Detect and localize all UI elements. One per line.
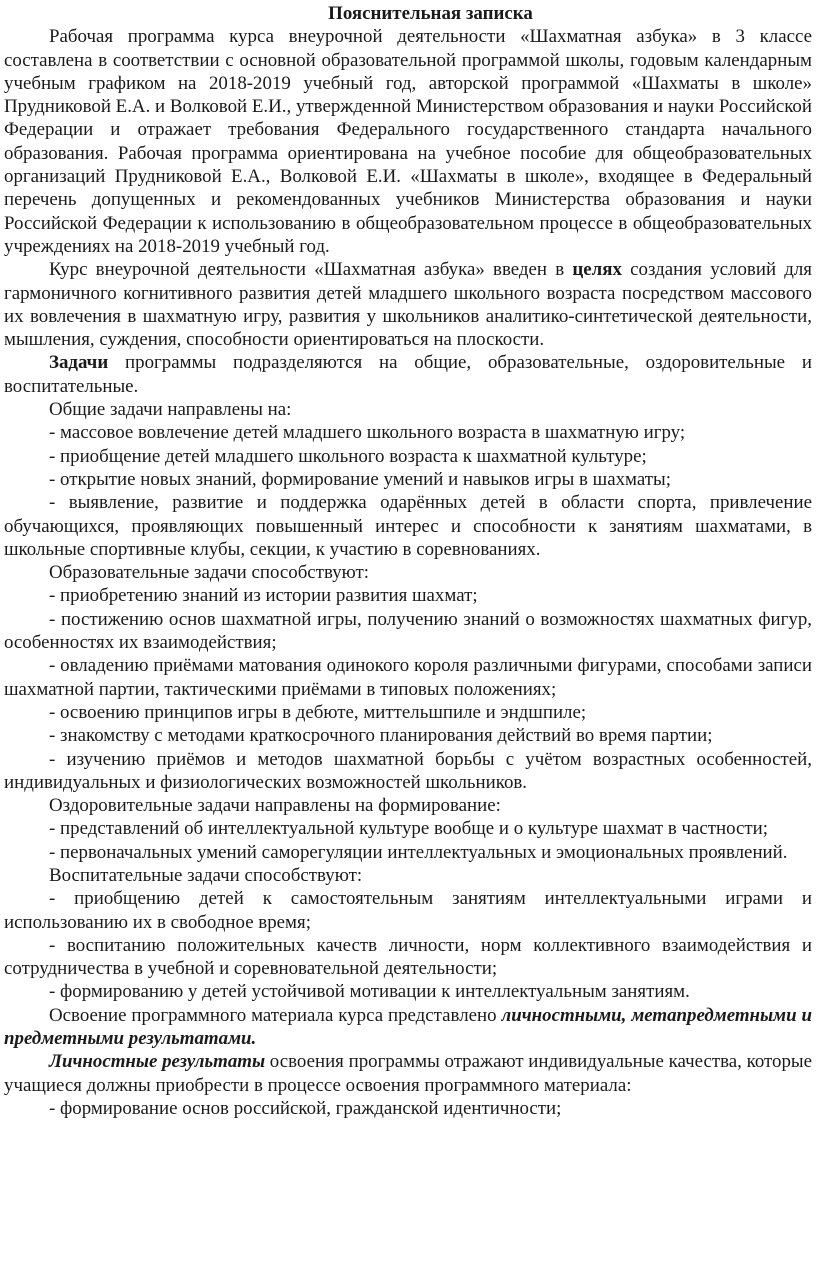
tasks-paragraph	[4, 351, 812, 398]
upbringing-task-item: - приобщению детей к самостоятельным занятиям интеллектуальными играми и использованию их в свободное время;	[4, 888, 812, 933]
upbringing-task-item: - воспитанию положительных качеств личности, норм коллективного взаимодействия и сотрудничества в учебной и соревновательной деятельности;	[4, 934, 812, 980]
intro-paragraph: Рабочая программа курса внеурочной деятельности «Шахматная азбука» в 3 классе составлена в соответствии с основной образовательной программой школы, годовым календарным учебным графиком на 2018-2019 учебный год, авторской программой «Шахматы в школе» Прудниковой Е.А. и Волковой Е.И., утвержденной Министерством образования и науки Российской Федерации и отражает требования Федерального государственного стандарта начального образования. Рабочая программа ориентирована на учебное пособие для общеобразовательных организаций Прудниковой Е.А., Волковой Е.И. «Шахматы в школе», входящее в Федеральный перечень допущенных и рекомендованных учебников Министерства образования и науки Российской Федерации к использованию в общеобразовательном процессе в общеобразовательных учреждениях на 2018-2019 учебный год.	[4, 26, 812, 257]
general-tasks-heading: Общие задачи направлены на:	[49, 399, 292, 421]
personal-result-item: - формирование основ российской, гражданской идентичности;	[49, 1097, 562, 1119]
tasks-keyword: Задачи	[49, 352, 109, 374]
educational-tasks-heading: Образовательные задачи способствуют:	[49, 562, 370, 584]
health-task-item: - первоначальных умений саморегуляции интеллектуальных и эмоциональных проявлений.	[49, 841, 788, 863]
general-task-item: - выявление, развитие и поддержка одарённых детей в области спорта, привлечение обучающихся, проявляющих повышенный интерес и способности к занятиям шахматами, в школьные спортивные клубы, секции, к участию в соревнованиях.	[4, 492, 812, 560]
general-task-item: - приобщение детей младшего школьного возраста к шахматной культуре;	[49, 445, 647, 467]
tasks-text: программы подразделяются на общие, образовательные, оздоровительные и воспитательные.	[4, 352, 812, 397]
goal-text-before: Курс внеурочной деятельности «Шахматная азбука» введен в	[49, 259, 573, 281]
upbringing-task-item: - формированию у детей устойчивой мотивации к интеллектуальным занятиям.	[49, 981, 690, 1003]
results-paragraph	[4, 1004, 812, 1051]
health-tasks-heading: Оздоровительные задачи направлены на формирование:	[49, 795, 501, 817]
goal-keyword: целях	[572, 259, 622, 281]
results-keywords: личностными, метапредметными и предметными результатами.	[4, 1004, 813, 1050]
educational-task-item: - приобретению знаний из истории развития шахмат;	[49, 585, 478, 607]
personal-results-keyword: Личностные результаты	[49, 1051, 266, 1073]
health-task-item: - представлений об интеллектуальной культуре вообще и о культуре шахмат в частности;	[49, 818, 769, 840]
document-title: Пояснительная записка	[328, 3, 533, 24]
general-task-item: - массовое вовлечение детей младшего школьного возраста в шахматную игру;	[49, 422, 686, 444]
educational-task-item: - постижению основ шахматной игры, получению знаний о возможностях шахматных фигур, особенностях их взаимодействия;	[4, 608, 812, 654]
general-task-item: - открытие новых знаний, формирование умений и навыков игры в шахматы;	[49, 468, 671, 490]
personal-results-text: освоения программы отражают индивидуальные качества, которые учащиеся должны приобрести в процессе освоения программного материала:	[4, 1051, 812, 1096]
goal-text-after: создания условий для гармоничного когнитивного развития детей младшего школьного возраста посредством массового их вовлечения в шахматную игру, развития у школьников аналитико-синтетической деятельности, мышления, суждения, способности ориентироваться на плоскости.	[4, 259, 812, 351]
educational-task-item: - овладению приёмами матования одинокого короля различными фигурами, способами записи шахматной партии, тактическими приёмами в типовых положениях;	[4, 655, 812, 700]
educational-task-item: - изучению приёмов и методов шахматной борьбы с учётом возрастных особенностей, индивидуальных и физиологических возможностей школьников.	[4, 748, 812, 793]
personal-results-paragraph	[4, 1050, 812, 1097]
results-text: Освоение программного материала курса представлено	[49, 1004, 502, 1026]
upbringing-tasks-heading: Воспитательные задачи способствуют:	[49, 864, 363, 886]
goal-paragraph	[4, 258, 812, 351]
educational-task-item: - освоению принципов игры в дебюте, миттельшпиле и эндшпиле;	[49, 701, 587, 723]
educational-task-item: - знакомству с методами краткосрочного планирования действий во время партии;	[49, 725, 713, 747]
